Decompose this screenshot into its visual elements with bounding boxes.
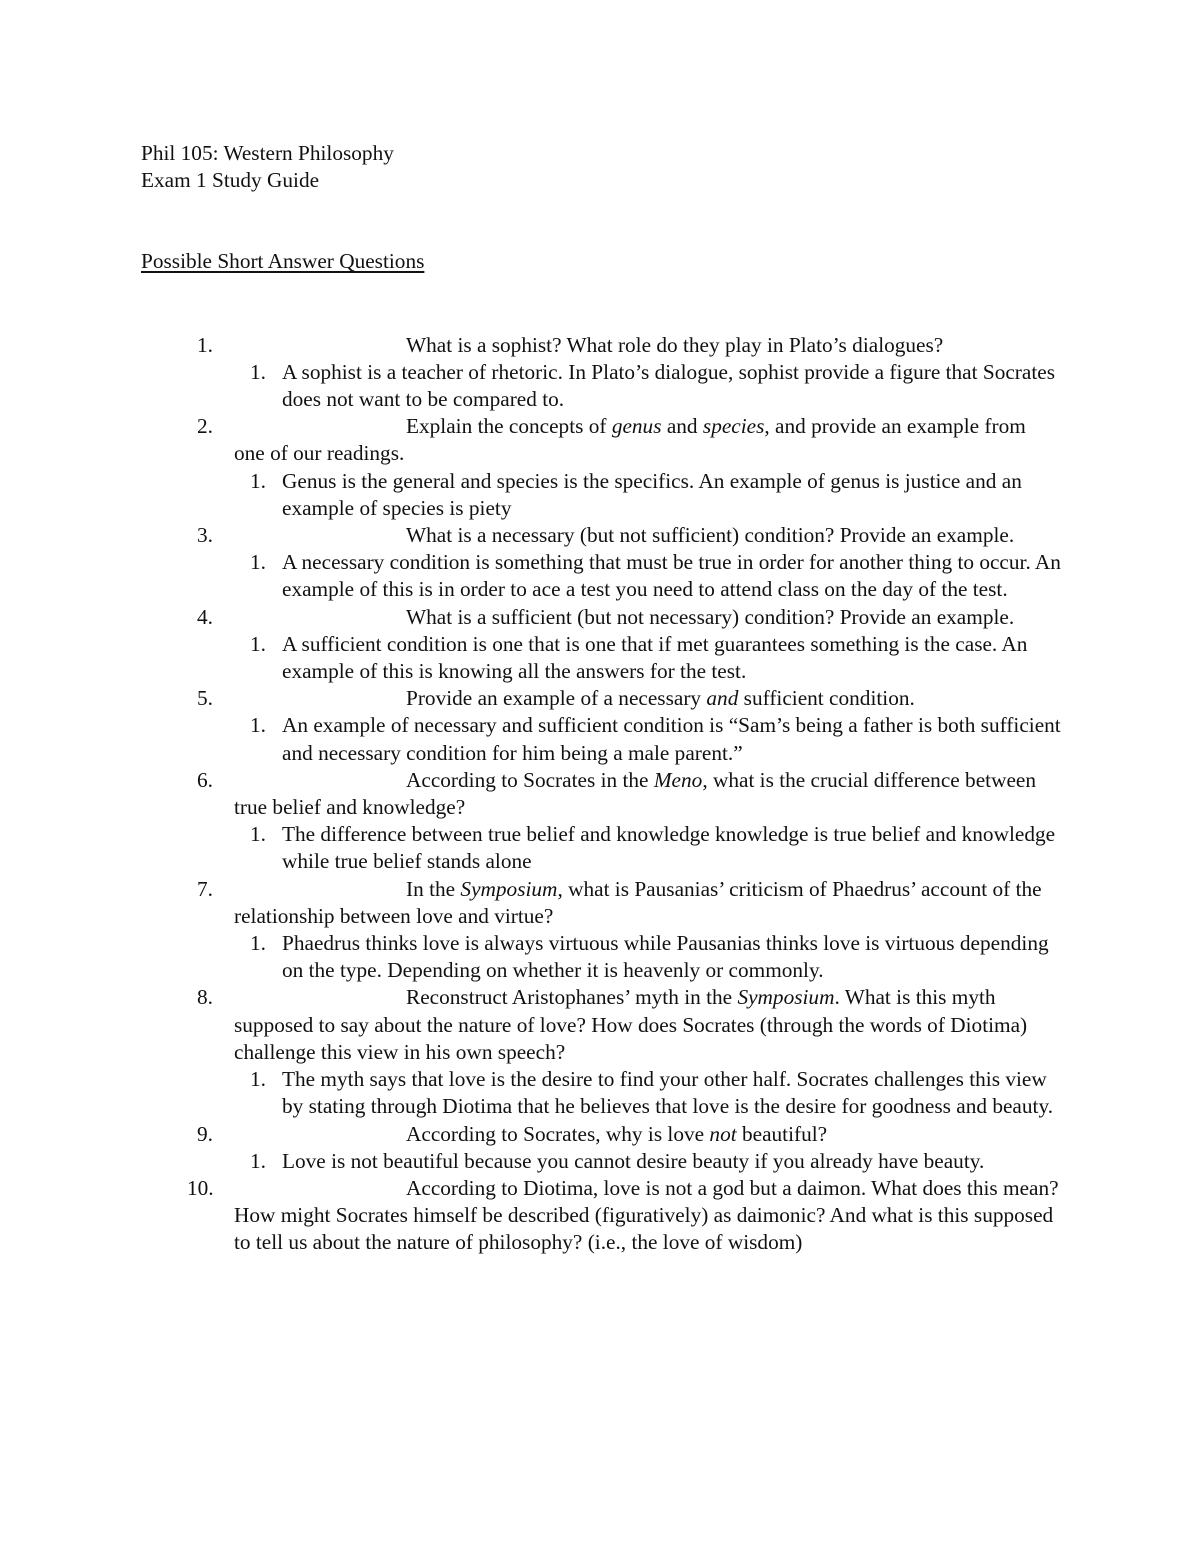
answer-text: The myth says that love is the desire to find your other half. Socrates challenges this view by stating through Diotima that he believes that love is the desire for goodness and beauty.: [282, 1067, 1054, 1119]
answer-item: [234, 930, 1061, 984]
course-title: Phil 105: Western Philosophy: [141, 141, 394, 165]
answer-text: A sophist is a teacher of rhetoric. In Plato’s dialogue, sophist provide a figure that Socrates does not want to be compared to.: [282, 359, 1056, 412]
guide-title: Exam 1 Study Guide: [141, 168, 320, 193]
answer-number: 1.: [250, 468, 266, 493]
question-number: 8.: [197, 985, 213, 1010]
answer-text: The difference between true belief and knowledge knowledge is true belief and knowledge while true belief stands alone: [282, 822, 1056, 874]
question-list: [141, 332, 1061, 1257]
answer-number: 1.: [250, 359, 266, 384]
answer-number: 1.: [250, 550, 266, 575]
answer-number: 1.: [250, 631, 266, 656]
answer-item: [234, 712, 1061, 766]
question-text: According to Socrates in the Meno, what is the crucial difference between true belief and knowledge?: [234, 767, 1037, 820]
question-item: [141, 522, 1061, 604]
question-item: [141, 685, 1061, 767]
question-number: 1.: [197, 332, 213, 357]
question-item: [141, 1121, 1061, 1175]
answer-text: Phaedrus thinks love is always virtuous while Pausanias thinks love is virtuous depending on the type. Depending on whether it is heavenly or commonly.: [282, 931, 1049, 983]
question-text: According to Diotima, love is not a god but a daimon. What does this mean? How might Socrates himself be described (figuratively) as daimonic? And what is this supposed to tell us about the nature of philosophy? (i.e., the love of wisdom): [234, 1175, 1059, 1255]
question-text: Provide an example of a necessary and sufficient condition.: [406, 686, 915, 711]
answer-number: 1.: [250, 1148, 266, 1173]
answer-number: 1.: [250, 713, 266, 738]
answer-number: 1.: [250, 931, 266, 956]
answer-item: [234, 631, 1061, 685]
answer-item: [234, 549, 1061, 603]
question-text: According to Socrates, why is love not beautiful?: [406, 1121, 828, 1146]
answer-text: A sufficient condition is one that is one that if met guarantees something is the case. An example of this is knowing all the answers for the test.: [282, 631, 1028, 684]
question-number: 9.: [197, 1121, 213, 1146]
answer-item: [234, 1066, 1061, 1120]
question-item: [141, 984, 1061, 1120]
question-text: What is a sufficient (but not necessary) condition? Provide an example.: [406, 604, 1015, 629]
section-heading: Possible Short Answer Questions: [141, 249, 425, 274]
question-item: [141, 413, 1061, 522]
answer-number: 1.: [250, 822, 266, 847]
answer-item: [234, 1148, 1061, 1175]
question-item: [141, 767, 1061, 876]
question-number: 4.: [197, 604, 213, 629]
answer-item: [234, 359, 1061, 413]
answer-item: [234, 468, 1061, 522]
question-number: 3.: [197, 523, 213, 548]
answer-item: [234, 821, 1061, 875]
answer-text: Love is not beautiful because you cannot desire beauty if you already have beauty.: [282, 1148, 985, 1173]
question-number: 10.: [187, 1175, 214, 1200]
answer-number: 1.: [250, 1067, 266, 1092]
answer-text: A necessary condition is something that must be true in order for another thing to occur. An example of this is in order to ace a test you need to attend class on the day of the test.: [282, 550, 1061, 602]
question-number: 2.: [197, 414, 213, 439]
document-page: [141, 140, 1061, 1257]
question-item: [141, 604, 1061, 686]
question-text: In the Symposium, what is Pausanias’ criticism of Phaedrus’ account of the relationship between love and virtue?: [234, 876, 1042, 928]
answer-text: An example of necessary and sufficient condition is “Sam’s being a father is both sufficient and necessary condition for him being a male parent.”: [282, 713, 1061, 765]
answer-text: Genus is the general and species is the specifics. An example of genus is justice and an example of species is piety: [282, 468, 1022, 520]
question-number: 5.: [197, 686, 213, 711]
question-item: [141, 1175, 1061, 1257]
question-number: 7.: [197, 876, 213, 901]
question-text: Explain the concepts of genus and species, and provide an example from one of our readings.: [234, 414, 1026, 466]
question-item: [141, 332, 1061, 414]
question-text: What is a necessary (but not sufficient) condition? Provide an example.: [406, 523, 1015, 548]
question-text: What is a sophist? What role do they play in Plato’s dialogues?: [406, 332, 944, 357]
question-item: [141, 876, 1061, 985]
question-text: Reconstruct Aristophanes’ myth in the Symposium. What is this myth supposed to say about the nature of love? How does Socrates (through the words of Diotima) challenge this view in his own speech?: [234, 985, 1028, 1064]
question-number: 6.: [197, 767, 213, 792]
